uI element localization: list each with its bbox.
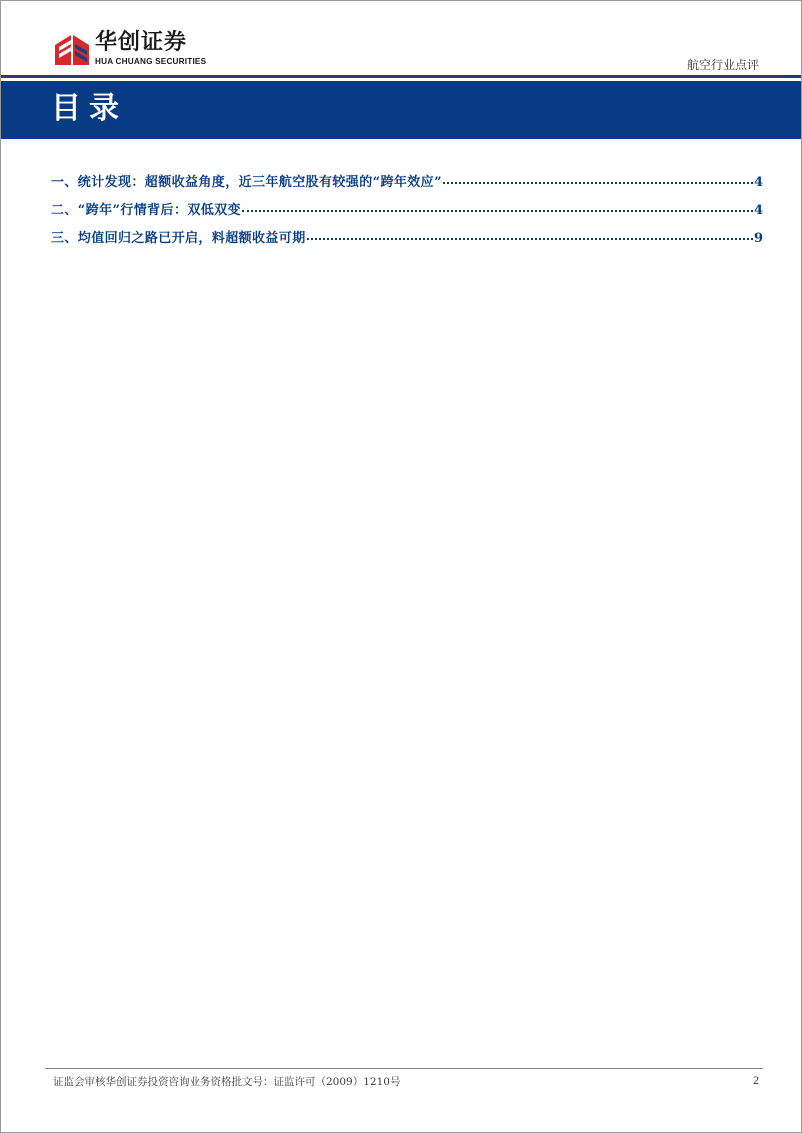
toc-dot-leader (307, 237, 753, 240)
toc-entry-page: 4 (753, 175, 763, 190)
company-logo (53, 31, 213, 67)
toc-entry-label: 三、均值回归之路已开启，料超额收益可期 (51, 231, 306, 246)
page-title: 目录 (51, 91, 127, 126)
logo-chinese-name: 华创证券 (95, 30, 188, 55)
document-category: 航空行业点评 (686, 58, 759, 72)
header-divider (1, 75, 801, 78)
table-of-contents (51, 171, 763, 255)
regulatory-notice: 证监会审核华创证券投资咨询业务资格批文号：证监许可（2009）1210号 (53, 1076, 401, 1088)
toc-dot-leader (443, 181, 753, 184)
logo-english-name: HUA CHUANG SECURITIES (95, 57, 207, 66)
toc-entry-1[interactable] (51, 171, 763, 199)
toc-entry-page: 9 (753, 231, 763, 246)
page-number: 2 (753, 1073, 759, 1087)
toc-entry-3[interactable] (51, 227, 763, 255)
toc-entry-2[interactable] (51, 199, 763, 227)
footer-divider (45, 1068, 763, 1069)
toc-dot-leader (242, 209, 753, 212)
toc-entry-label: 一、统计发现：超额收益角度，近三年航空股有较强的“跨年效应” (51, 175, 442, 190)
hua-chuang-logo-icon (53, 31, 91, 67)
page-header (1, 1, 801, 77)
title-band (1, 81, 801, 139)
toc-entry-label: 二、“跨年”行情背后：双低双变 (51, 203, 241, 218)
toc-entry-page: 4 (753, 203, 763, 218)
